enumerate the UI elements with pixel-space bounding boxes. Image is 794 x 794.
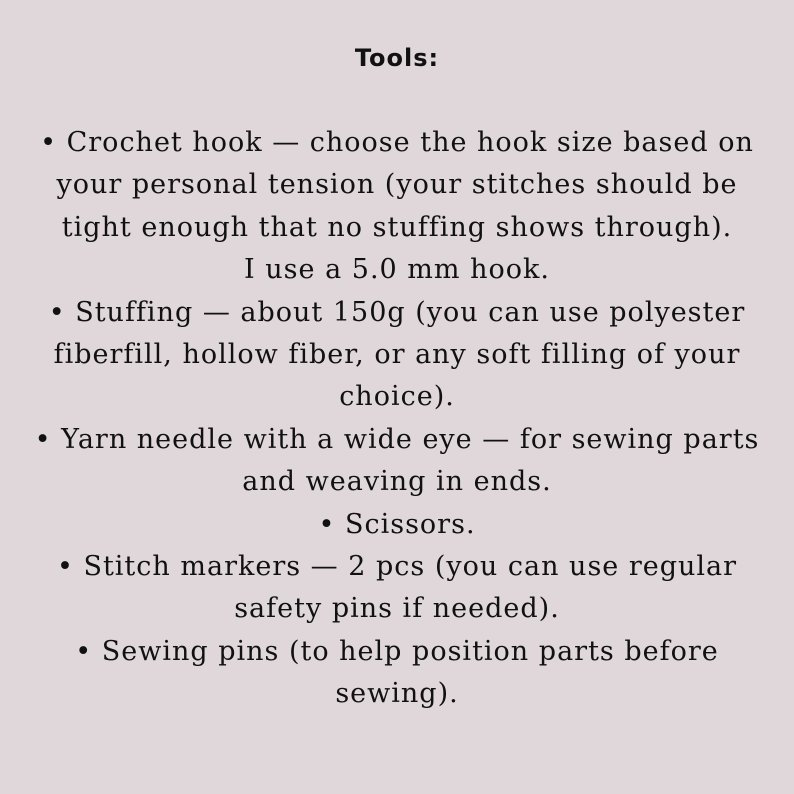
- tools-line-stitch-markers: • Stitch markers — 2 pcs (you can use regular: [56, 550, 738, 582]
- tools-line-sewing-pins: • Sewing pins (to help position parts before: [75, 635, 719, 667]
- tools-heading: Tools:: [354, 44, 440, 72]
- tools-line-stuffing-choice: choice).: [339, 381, 455, 413]
- tools-line-yarn-needle: • Yarn needle with a wide eye — for sewing parts: [34, 423, 760, 455]
- tools-list: [0, 122, 794, 715]
- tools-line-stuffing-types: fiberfill, hollow fiber, or any soft filling of your: [53, 338, 741, 370]
- tools-line-hook-stuffing-check: tight enough that no stuffing shows through).: [61, 211, 733, 243]
- tools-line-sewing-pins-end: sewing).: [335, 678, 459, 710]
- tools-line-scissors: • Scissors.: [318, 508, 476, 540]
- tools-line-yarn-needle-use: and weaving in ends.: [242, 466, 552, 498]
- tools-line-stuffing: • Stuffing — about 150g (you can use polyester: [48, 296, 746, 328]
- tools-line-hook-size: I use a 5.0 mm hook.: [244, 254, 550, 286]
- tools-line-hook-tension: your personal tension (your stitches should be: [56, 169, 738, 201]
- tools-line-stitch-markers-alt: safety pins if needed).: [234, 593, 560, 625]
- tools-line-hook: • Crochet hook — choose the hook size based on: [40, 127, 754, 158]
